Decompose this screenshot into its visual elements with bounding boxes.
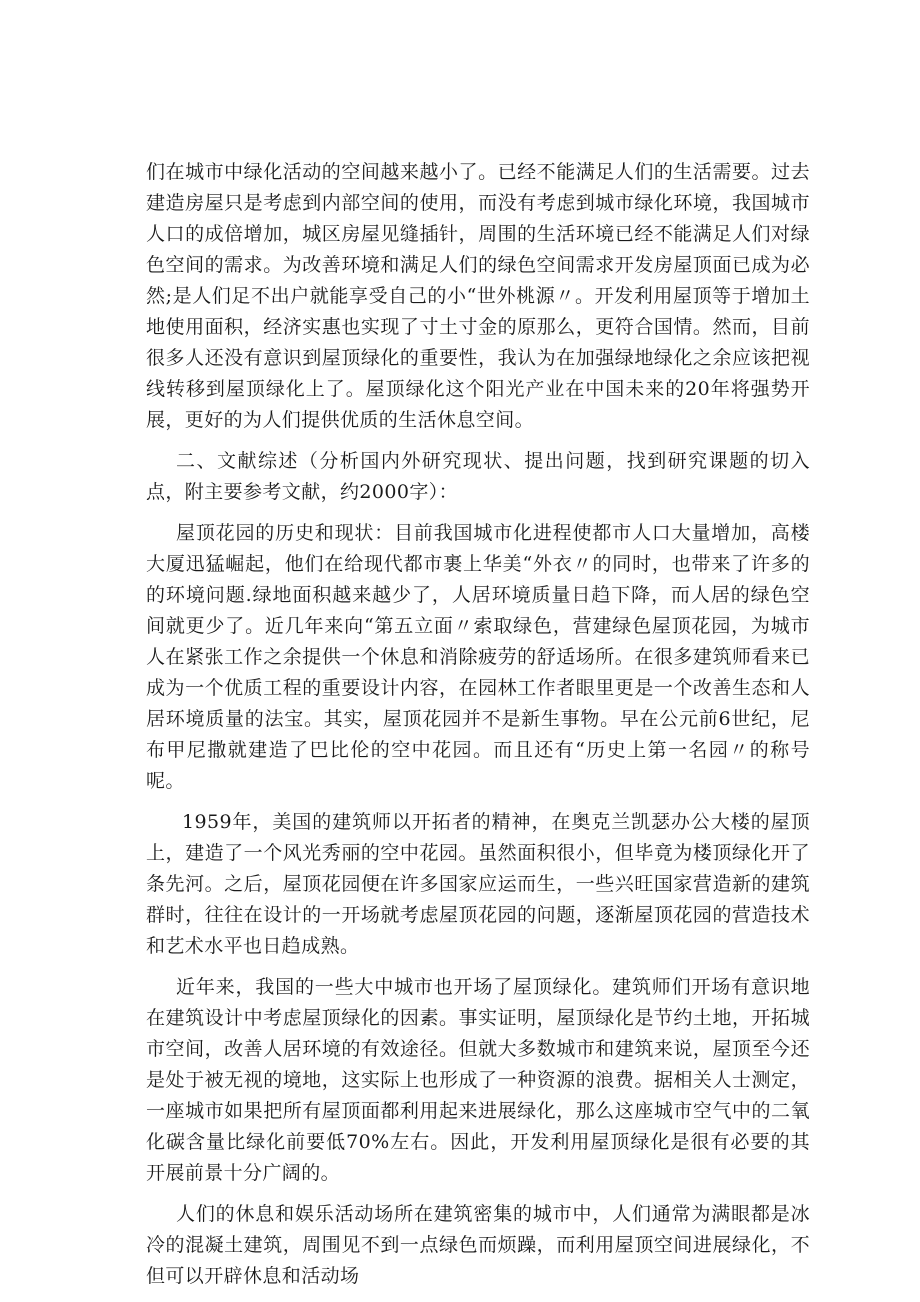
section-heading-literature-review: 二、文献综述（分析国内外研究现状、提出问题，找到研究课题的切入点，附主要参考文献，约2000字）： xyxy=(146,450,810,503)
document-body xyxy=(146,157,810,1302)
paragraph-leisure: 人们的休息和娱乐活动场所在建筑密集的城市中，人们通常为满眼都是冰冷的混凝土建筑，周围见不到一点绿色而烦躁，而利用屋顶空间进展绿化，不但可以开辟休息和活动场 xyxy=(146,1203,810,1287)
paragraph-us-1959: 1959年，美国的建筑师以开拓者的精神，在奥克兰凯瑟办公大楼的屋顶上，建造了一个风光秀丽的空中花园。虽然面积很小，但毕竟为楼顶绿化开了条先河。之后，屋顶花园便在许多国家应运而生，一些兴旺国家营造新的建筑群时，往往在设计的一开场就考虑屋顶花园的问题，逐渐屋顶花园的营造技术和艺术水平也日趋成熟。 xyxy=(146,811,810,957)
paragraph-history-status: 屋顶花园的历史和现状：目前我国城市化进程使都市人口大量增加，高楼大厦迅猛崛起，他们在给现代都市裹上华美“外衣〃的同时，也带来了许多的的环境问题.绿地面积越来越少了，人居环境质量日趋下降，而人居的绿色空间就更少了。近几年来向“第五立面〃索取绿色，营建绿色屋顶花园，为城市人在紧张工作之余提供一个休息和消除疲劳的舒适场所。在很多建筑师看来已成为一个优质工程的重要设计内容，在园林工作者眼里更是一个改善生态和人居环境质量的法宝。其实，屋顶花园并不是新生事物。早在公元前6世纪，尼布甲尼撒就建造了巴比伦的空中花园。而且还有“历史上第一名园〃的称号呢。 xyxy=(146,522,810,792)
paragraph-intro-continued: 们在城市中绿化活动的空间越来越小了。已经不能满足人们的生活需要。过去建造房屋只是考虑到内部空间的使用，而没有考虑到城市绿化环境，我国城市人口的成倍增加，城区房屋见缝插针，周围的生活环境已经不能满足人们对绿色空间的需求。为改善环境和满足人们的绿色空间需求开发房屋顶面已成为必然;是人们足不出户就能享受自己的小“世外桃源〃。开发利用屋顶等于增加土地使用面积，经济实惠也实现了寸土寸金的原那么，更符合国情。然而，目前很多人还没有意识到屋顶绿化的重要性，我认为在加强绿地绿化之余应该把视线转移到屋顶绿化上了。屋顶绿化这个阳光产业在中国未来的20年将强势开展，更好的为人们提供优质的生活休息空间。 xyxy=(146,161,810,431)
paragraph-china-recent: 近年来，我国的一些大中城市也开场了屋顶绿化。建筑师们开场有意识地在建筑设计中考虑屋顶绿化的因素。事实证明，屋顶绿化是节约土地，开拓城市空间，改善人居环境的有效途径。但就大多数城市和建筑来说，屋顶至今还是处于被无视的境地，这实际上也形成了一种资源的浪费。据相关人士测定，一座城市如果把所有屋顶面都利用起来进展绿化，那么这座城市空气中的二氧化碳含量比绿化前要低70%左右。因此，开发利用屋顶绿化是很有必要的其开展前景十分广阔的。 xyxy=(146,976,810,1184)
